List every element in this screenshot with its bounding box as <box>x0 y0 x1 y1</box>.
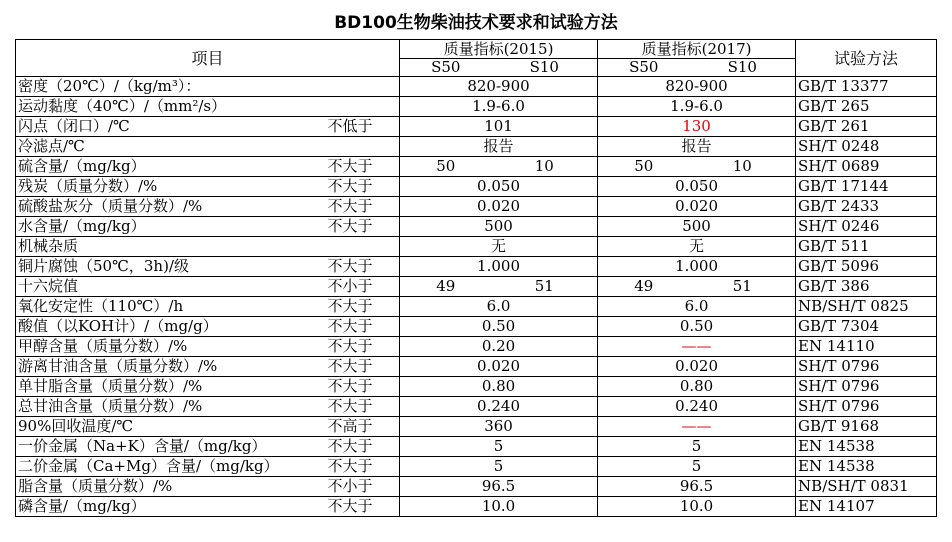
row-item-name: 十六烷值 <box>16 277 326 297</box>
row-value-2017: 500 <box>598 217 796 237</box>
row-condition <box>326 77 400 97</box>
table-row <box>16 497 937 517</box>
row-value-2015: 101 <box>400 117 598 137</box>
table-row <box>16 377 937 397</box>
row-test-method: GB/T 2433 <box>796 197 937 217</box>
row-item-name: 氧化安定性（110℃）/h <box>16 297 326 317</box>
row-item-name: 总甘油含量（质量分数）/% <box>16 397 326 417</box>
table-row <box>16 237 937 257</box>
row-test-method: SH/T 0248 <box>796 137 937 157</box>
row-condition: 不大于 <box>326 177 400 197</box>
row-item-name: 机械杂质 <box>16 237 326 257</box>
row-test-method: SH/T 0796 <box>796 357 937 377</box>
row-item-name: 硫酸盐灰分（质量分数）/% <box>16 197 326 217</box>
row-item-name: 游离甘油含量（质量分数）/% <box>16 357 326 377</box>
row-condition: 不大于 <box>326 217 400 237</box>
table-row <box>16 457 937 477</box>
row-condition: 不大于 <box>326 457 400 477</box>
row-condition: 不低于 <box>326 117 400 137</box>
row-item-name: 水含量/（mg/kg） <box>16 217 326 237</box>
row-value-2017: 0.020 <box>598 357 796 377</box>
row-item-name: 闪点（闭口）/℃ <box>16 117 326 137</box>
row-value-2017: —— <box>598 417 796 437</box>
row-condition: 不大于 <box>326 197 400 217</box>
table-row <box>16 197 937 217</box>
row-value-2015: 10.0 <box>400 497 598 517</box>
row-value-2017: —— <box>598 337 796 357</box>
row-value-2015: 5 <box>400 437 598 457</box>
row-test-method: SH/T 0246 <box>796 217 937 237</box>
row-condition <box>326 97 400 117</box>
table-row <box>16 97 937 117</box>
row-value-2015: 0.020 <box>400 357 598 377</box>
table-row <box>16 257 937 277</box>
row-value-2015-s50: 50 <box>400 157 492 177</box>
row-item-name: 单甘脂含量（质量分数）/% <box>16 377 326 397</box>
row-value-2015: 96.5 <box>400 477 598 497</box>
spec-table-body <box>16 77 937 517</box>
row-item-name: 酸值（以KOH计）/（mg/g） <box>16 317 326 337</box>
header-item: 项目 <box>16 40 400 77</box>
row-value-2015: 0.020 <box>400 197 598 217</box>
table-row <box>16 177 937 197</box>
header-2017-s50: S50 <box>598 59 690 77</box>
row-condition: 不高于 <box>326 417 400 437</box>
row-value-2017: 5 <box>598 457 796 477</box>
table-row <box>16 157 937 177</box>
row-test-method: EN 14538 <box>796 457 937 477</box>
row-test-method: SH/T 0796 <box>796 397 937 417</box>
row-item-name: 磷含量/（mg/kg） <box>16 497 326 517</box>
row-value-2015: 0.050 <box>400 177 598 197</box>
row-value-2015-s10: 10 <box>492 157 598 177</box>
table-row <box>16 117 937 137</box>
header-2015-s10: S10 <box>492 59 598 77</box>
row-value-2017: 无 <box>598 237 796 257</box>
row-item-name: 90%回收温度/℃ <box>16 417 326 437</box>
row-value-2017: 96.5 <box>598 477 796 497</box>
row-value-2015: 无 <box>400 237 598 257</box>
row-item-name: 脂含量（质量分数）/% <box>16 477 326 497</box>
row-value-2017: 10.0 <box>598 497 796 517</box>
row-test-method: EN 14107 <box>796 497 937 517</box>
row-value-2017-s50: 49 <box>598 277 690 297</box>
row-value-2015: 6.0 <box>400 297 598 317</box>
row-test-method: NB/SH/T 0825 <box>796 297 937 317</box>
row-value-2017: 0.240 <box>598 397 796 417</box>
table-row <box>16 137 937 157</box>
table-row <box>16 77 937 97</box>
row-item-name: 铜片腐蚀（50℃，3h)/级 <box>16 257 326 277</box>
header-std-2015: 质量指标(2015) <box>400 40 598 59</box>
spec-table <box>15 39 937 517</box>
row-condition: 不大于 <box>326 397 400 417</box>
row-value-2017: 130 <box>598 117 796 137</box>
row-value-2015: 报告 <box>400 137 598 157</box>
row-value-2015: 1.000 <box>400 257 598 277</box>
row-condition <box>326 137 400 157</box>
row-condition: 不小于 <box>326 477 400 497</box>
table-row <box>16 397 937 417</box>
row-value-2017: 0.80 <box>598 377 796 397</box>
row-value-2015: 0.80 <box>400 377 598 397</box>
row-value-2017-s50: 50 <box>598 157 690 177</box>
row-value-2015: 0.50 <box>400 317 598 337</box>
row-condition: 不大于 <box>326 317 400 337</box>
row-item-name: 二价金属（Ca+Mg）含量/（mg/kg） <box>16 457 326 477</box>
header-method: 试验方法 <box>796 40 937 77</box>
row-test-method: GB/T 265 <box>796 97 937 117</box>
header-2017-s10: S10 <box>690 59 796 77</box>
table-row <box>16 337 937 357</box>
row-test-method: GB/T 7304 <box>796 317 937 337</box>
row-condition: 不小于 <box>326 277 400 297</box>
row-value-2017: 820-900 <box>598 77 796 97</box>
table-row <box>16 277 937 297</box>
row-value-2017: 0.020 <box>598 197 796 217</box>
table-row <box>16 437 937 457</box>
row-item-name: 残炭（质量分数）/% <box>16 177 326 197</box>
row-value-2017: 0.050 <box>598 177 796 197</box>
table-row <box>16 317 937 337</box>
row-test-method: SH/T 0689 <box>796 157 937 177</box>
row-value-2015: 360 <box>400 417 598 437</box>
table-row <box>16 477 937 497</box>
row-test-method: GB/T 261 <box>796 117 937 137</box>
row-test-method: GB/T 386 <box>796 277 937 297</box>
row-value-2017: 6.0 <box>598 297 796 317</box>
table-row <box>16 217 937 237</box>
table-row <box>16 417 937 437</box>
row-test-method: EN 14538 <box>796 437 937 457</box>
row-value-2017: 0.50 <box>598 317 796 337</box>
row-condition <box>326 237 400 257</box>
header-2015-s50: S50 <box>400 59 492 77</box>
row-item-name: 冷滤点/℃ <box>16 137 326 157</box>
row-item-name: 运动黏度（40℃）/（mm²/s） <box>16 97 326 117</box>
row-item-name: 一价金属（Na+K）含量/（mg/kg） <box>16 437 326 457</box>
row-condition: 不大于 <box>326 257 400 277</box>
document-title: BD100生物柴油技术要求和试验方法 <box>334 13 618 33</box>
row-value-2017-s10: 10 <box>690 157 796 177</box>
row-item-name: 甲醇含量（质量分数）/% <box>16 337 326 357</box>
row-test-method: NB/SH/T 0831 <box>796 477 937 497</box>
row-value-2015: 0.240 <box>400 397 598 417</box>
row-test-method: GB/T 511 <box>796 237 937 257</box>
row-value-2017: 5 <box>598 437 796 457</box>
row-test-method: GB/T 13377 <box>796 77 937 97</box>
row-condition: 不大于 <box>326 157 400 177</box>
row-test-method: SH/T 0796 <box>796 377 937 397</box>
header-std-2017: 质量指标(2017) <box>598 40 796 59</box>
row-value-2017: 1.000 <box>598 257 796 277</box>
row-condition: 不大于 <box>326 357 400 377</box>
table-row <box>16 357 937 377</box>
row-value-2015: 500 <box>400 217 598 237</box>
row-value-2015-s10: 51 <box>492 277 598 297</box>
row-test-method: EN 14110 <box>796 337 937 357</box>
row-test-method: GB/T 5096 <box>796 257 937 277</box>
row-condition: 不大于 <box>326 437 400 457</box>
row-condition: 不大于 <box>326 377 400 397</box>
row-test-method: GB/T 17144 <box>796 177 937 197</box>
row-value-2015-s50: 49 <box>400 277 492 297</box>
row-item-name: 密度（20℃）/（kg/m³）： <box>16 77 326 97</box>
row-value-2015: 5 <box>400 457 598 477</box>
row-value-2017-s10: 51 <box>690 277 796 297</box>
row-condition: 不大于 <box>326 297 400 317</box>
row-test-method: GB/T 9168 <box>796 417 937 437</box>
table-row <box>16 297 937 317</box>
row-value-2017: 报告 <box>598 137 796 157</box>
row-condition: 不大于 <box>326 497 400 517</box>
row-value-2015: 820-900 <box>400 77 598 97</box>
row-value-2015: 0.20 <box>400 337 598 357</box>
row-item-name: 硫含量/（mg/kg） <box>16 157 326 177</box>
row-value-2017: 1.9-6.0 <box>598 97 796 117</box>
row-value-2015: 1.9-6.0 <box>400 97 598 117</box>
row-condition: 不大于 <box>326 337 400 357</box>
